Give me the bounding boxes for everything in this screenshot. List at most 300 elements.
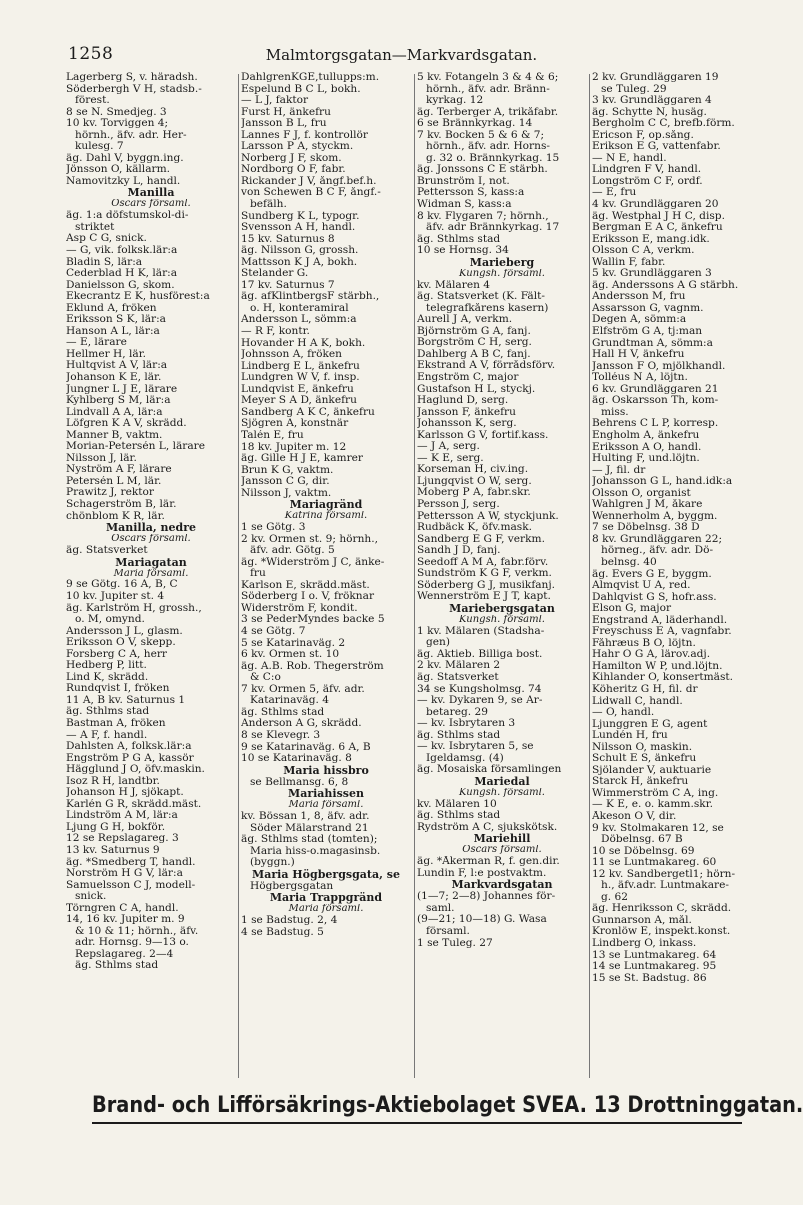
directory-entry: Bladin S, lär:a (66, 256, 143, 268)
directory-entry: Ljunggren E G, agent (592, 718, 708, 730)
directory-entry: Brun K G, vaktm. (241, 464, 334, 476)
directory-entry: Jansson C G, dir. (241, 476, 330, 488)
directory-entry: Engström C, major (417, 372, 519, 383)
directory-entry: 7 se Döbelnsg. 38 D (592, 522, 700, 534)
directory-entry: Sundström K G F, verkm. (417, 568, 552, 580)
directory-entry: Forsberg C A, herr (66, 648, 167, 660)
directory-entry: 10 kv. Torviggen 4; (66, 118, 169, 130)
directory-entry: 1 se Badstug. 2, 4 (241, 915, 338, 927)
directory-entry: — kv. Isbrytaren 5, se (417, 741, 534, 753)
directory-entry: äg. Henriksson C, skrädd. (592, 903, 732, 915)
entry-continuation: (byggn.) (250, 857, 295, 869)
directory-entry: Löfgren K A V, skrädd. (66, 418, 187, 430)
directory-entry: äg. *Widerström J C, änke- (241, 556, 385, 568)
street-heading: Markvardsgatan (451, 879, 553, 892)
directory-entry: 5 kv. Fotangeln 3 & 4 & 6; (417, 72, 559, 83)
directory-entry: Nyström A F, lärare (66, 464, 172, 476)
street-heading: Mariedal (474, 775, 530, 788)
directory-entry: Almqvist U A, red. (592, 580, 691, 592)
directory-entry: Prawitz J, rektor (66, 487, 154, 499)
entry-continuation: h., äfv.adr. Luntmakare- (601, 880, 729, 892)
directory-entry: Norström H G V, lär:a (66, 868, 183, 880)
directory-entry: Johansson G L, hand.idk:a (592, 476, 733, 488)
entry-continuation: hörnh., äfv. adr. Her- (75, 129, 187, 141)
directory-entry: Sandh J D, fanj. (417, 545, 501, 557)
directory-entry: Widerström F, kondit. (241, 602, 358, 614)
directory-entry: äg. Statsverket (417, 672, 499, 683)
directory-entry: 12 kv. Sandbergetl1; hörn- (592, 868, 736, 880)
directory-entry: äg. Gille H J E, kamrer (241, 453, 363, 465)
directory-entry: Olsson O, organist (592, 487, 691, 499)
directory-entry: Lindström A M, lär:a (66, 810, 178, 822)
entry-continuation: befälh. (250, 199, 287, 211)
entry-continuation: hörneg., äfv. adr. Dö- (601, 545, 714, 557)
directory-entry: 2 kv. Ormen st. 9; hörnh., (241, 533, 378, 545)
directory-entry: Gustafson H L, styckj. (417, 383, 536, 395)
directory-entry: Anderson A G, skrädd. (241, 718, 362, 730)
directory-entry: Hellmer H, lär. (66, 348, 146, 360)
directory-entry: Hamilton W P, und.löjtn. (592, 660, 723, 672)
entry-continuation: äfv. adr Brännkyrkag. 17 (426, 222, 560, 234)
directory-entry: Rickander J V, ångf.bef.h. (241, 175, 377, 187)
directory-entry: Haglund D, serg. (417, 395, 509, 407)
directory-entry: DahlgrenKGE,tullupps:m. (241, 72, 380, 83)
advertisement-underline (92, 1122, 742, 1124)
directory-entry: Andersson J L, glasm. (66, 625, 183, 637)
directory-entry: Isoz R H, landtbr. (66, 775, 160, 787)
directory-entry: Jansson F O, mjölkhandl. (592, 360, 726, 372)
directory-entry: 4 se Götg. 7 (241, 626, 306, 638)
directory-entry: 6 kv. Grundläggaren 21 (592, 383, 719, 395)
directory-entry: Rundqvist I, fröken (66, 683, 170, 695)
directory-entry: 10 se Hornsg. 34 (417, 245, 509, 257)
advertisement-text: Brand- och Lifförsäkrings-Aktiebolaget SVEA. 13 Drottninggatan. (92, 1093, 803, 1118)
directory-entry: Rudbäck K, öfv.mask. (417, 522, 533, 534)
directory-entry: Erikson E G, vattenfabr. (592, 141, 721, 153)
directory-entry: Eklund A, fröken (66, 302, 157, 314)
street-heading: Manilla (127, 187, 175, 200)
directory-entry: Wennerholm A, byggm. (592, 510, 718, 522)
parish-label: Katrina församl. (284, 511, 368, 522)
directory-entry: chönblom K R, lär. (66, 510, 165, 522)
directory-entry: Lundén H, fru (592, 730, 668, 742)
street-heading: Maria Högbergsgata, se (252, 868, 400, 881)
directory-entry: — A F, f. handl. (66, 729, 148, 741)
directory-entry: Danielsson G, skom. (66, 279, 175, 291)
column-2 (241, 72, 411, 1082)
column-3 (417, 72, 587, 1082)
directory-entry: 13 se Luntmakareg. 64 (592, 949, 717, 961)
directory-entry: Bastman A, fröken (66, 717, 166, 729)
directory-entry: äg. Sthlms stad (tomten); (241, 834, 378, 846)
directory-entry: Eriksson E, mang.idk. (592, 233, 710, 245)
directory-entry: — L J, faktor (241, 95, 309, 107)
entry-continuation: saml. (426, 902, 455, 914)
directory-entry: 9 kv. Stolmakaren 12, se (592, 822, 724, 834)
directory-entry: Gunnarson A, mål. (592, 914, 692, 926)
directory-entry: 1 kv. Mälaren (Stadsha- (417, 625, 545, 637)
directory-entry: Sjölander V, auktuarie (592, 764, 712, 776)
directory-entry: Ljung G H, bokför. (66, 821, 166, 833)
directory-entry: 13 kv. Saturnus 9 (66, 844, 160, 856)
directory-entry: Sundberg K L, typogr. (241, 210, 360, 222)
directory-entry: 10 se Katarinaväg. 8 (241, 753, 352, 765)
page-number: 1258 (68, 44, 114, 64)
street-heading: Mariahissen (288, 788, 364, 801)
directory-entry: 9 se Katarinaväg. 6 A, B (241, 741, 371, 753)
directory-entry: Åkeson O V, dir. (592, 811, 677, 822)
directory-entry: kv. Mälaren 4 (417, 279, 491, 291)
directory-entry: 15 se St. Badstug. 86 (592, 972, 707, 984)
street-heading: Marieberg (469, 256, 535, 269)
directory-entry: Petersén L M, lär. (66, 475, 162, 487)
directory-entry: Johanson H J, sjökapt. (66, 787, 184, 799)
directory-entry: Hultqvist A V, lär:a (66, 360, 168, 372)
directory-entry: 6 se Brännkyrkag. 14 (417, 118, 533, 130)
entry-continuation: äfv. adr. Götg. 5 (250, 545, 335, 557)
directory-entry: Stelander G. (241, 268, 309, 280)
directory-entry: — E, lärare (66, 337, 127, 349)
directory-entry: 10 se Döbelnsg. 69 (592, 845, 695, 857)
directory-entry: Lagerberg S, v. häradsh. (66, 72, 198, 83)
parish-label: Maria församl. (113, 568, 189, 579)
directory-entry: Bergman E A C, änkefru (592, 222, 723, 234)
directory-entry: Kihlander O, konsertmäst. (592, 672, 734, 684)
entry-continuation: & 10 & 11; hörnh., äfv. (75, 925, 199, 937)
directory-entry: Ekecrantz E K, husförest:a (66, 291, 210, 303)
directory-entry: 11 A, B kv. Saturnus 1 (66, 694, 186, 706)
directory-entry: Nilsson O, maskin. (592, 741, 693, 753)
directory-entry: Johnsson A, fröken (241, 349, 342, 361)
directory-entry: — K E, serg. (417, 452, 484, 464)
directory-entry: äg. Statsverket (66, 544, 148, 556)
entry-continuation: belnsg. 40 (601, 556, 657, 568)
parish-label: Kungsh. församl. (459, 787, 545, 798)
directory-entry: äg. Sthlms stad (417, 729, 501, 741)
directory-entry: 14 se Luntmakareg. 95 (592, 961, 717, 973)
column-divider (414, 74, 415, 1078)
directory-entry: Widman S, kass:a (417, 199, 512, 211)
directory-entry: äg. Statsverket (K. Fält- (417, 291, 545, 303)
street-heading: Maria hissbro (283, 764, 369, 777)
directory-entry: Schagerström B, lär. (66, 499, 177, 511)
directory-entry: Aurell J A, verkm. (417, 314, 513, 326)
entry-continuation: Söder Mälarstrand 21 (250, 822, 369, 834)
entry-continuation: Igeldamsg. (4) (426, 752, 504, 764)
directory-entry: 8 kv. Grundläggaren 22; (592, 533, 723, 545)
svea-advertisement (92, 1093, 803, 1135)
directory-entry: Cederblad H K, lär:a (66, 268, 178, 280)
directory-entry: 3 se PederMyndes backe 5 (241, 614, 385, 626)
directory-entry: äg. Jonssons C E stärbh. (417, 164, 548, 176)
directory-entry: Eriksson A O, handl. (592, 441, 702, 453)
directory-entry: Johanson K E, lär. (66, 372, 162, 383)
directory-entry: Pettersson A W, styckjunk. (417, 510, 559, 522)
directory-entry: Söderbergh V H, stadsb.- (66, 83, 202, 95)
entry-continuation: kyrkag. 12 (426, 95, 484, 107)
directory-entry: 34 se Kungsholmsg. 74 (417, 683, 542, 695)
directory-entry: 12 se Repslagareg. 3 (66, 833, 179, 845)
directory-entry: — kv. Dykaren 9, se Ar- (417, 695, 543, 707)
directory-entry: 1 se Tuleg. 27 (417, 937, 493, 949)
directory-entry: Jansson F, änkefru (417, 406, 516, 418)
directory-entry: Svensson A H, handl. (241, 222, 356, 234)
directory-entry: — R F, kontr. (241, 326, 310, 338)
directory-entry: Sjögren A, konstnär (241, 418, 349, 430)
entry-continuation: äg. Sthlms stad (75, 960, 159, 972)
directory-entry: äg. 1:a döfstumskol-di- (66, 210, 189, 222)
entry-continuation: striktet (75, 221, 115, 233)
directory-entry: Furst H, änkefru (241, 106, 331, 118)
directory-entry: Andersson L, sömm:a (241, 314, 357, 326)
directory-entry: Lind K, skrädd. (66, 671, 149, 683)
directory-entry: Lundqvist E, änkefru (241, 383, 354, 395)
directory-entry: Norberg J F, skom. (241, 152, 342, 164)
parish-label: Kungsh. församl. (459, 268, 545, 279)
directory-entry: Grundtman A, sömm:a (592, 337, 713, 349)
entry-continuation: förest. (75, 95, 110, 107)
directory-entry: 3 kv. Grundläggaren 4 (592, 95, 712, 107)
directory-entry: Korseman H, civ.ing. (417, 464, 529, 476)
directory-entry: — K E, e. o. kamm.skr. (592, 799, 713, 811)
directory-entry: Hovander H A K, bokh. (241, 337, 366, 349)
directory-entry: Persson J, serg. (417, 499, 500, 511)
directory-entry: 4 se Badstug. 5 (241, 926, 324, 938)
directory-entry: Ekstrand A V, förrådsförv. (417, 360, 556, 372)
directory-entry: Hahr O G A, lärov.adj. (592, 649, 711, 661)
directory-entry: Ericson F, op.sång. (592, 129, 694, 141)
directory-entry: Söderberg G J, musikfanj. (417, 579, 556, 591)
directory-entry: 17 kv. Saturnus 7 (241, 279, 335, 291)
directory-entry: äg. Sthlms stad (66, 706, 150, 718)
directory-entry: Samuelsson C J, modell- (66, 879, 196, 891)
directory-entry: Olsson C A, verkm. (592, 245, 695, 257)
directory-entry: Engstrand A, läderhandl. (592, 614, 728, 626)
directory-entry: äg. Anderssons A G stärbh. (592, 279, 739, 291)
column-divider (238, 74, 239, 1078)
directory-entry: — E, fru (592, 187, 637, 199)
directory-entry: Brunström I, not. (417, 175, 510, 187)
directory-entry: Lannes F J, f. kontrollör (241, 129, 368, 141)
directory-entry: Borgström C H, serg. (417, 337, 532, 349)
directory-entry: Hanson A L, lär:a (66, 325, 160, 337)
directory-entry: Dahlberg A B C, fanj. (417, 348, 531, 360)
directory-entry: Wallin F, fabr. (592, 256, 666, 268)
directory-entry: äg. Evers G E, byggm. (592, 568, 712, 580)
directory-entry: (1—7; 2—8) Johannes för- (417, 891, 556, 903)
directory-entry: Wimmerström C A, ing. (592, 787, 719, 799)
directory-entry: Starck H, änkefru (592, 776, 689, 788)
directory-entry: Elson G, major (592, 603, 672, 615)
directory-entry: 4 kv. Grundläggaren 20 (592, 199, 719, 211)
street-heading: Manilla, nedre (105, 522, 197, 535)
parish-label: Maria församl. (288, 904, 364, 915)
directory-entry: Sandberg A K C, änkefru (241, 406, 375, 418)
directory-entry: 18 kv. Jupiter m. 12 (241, 441, 347, 453)
directory-entry: Assarsson G, vagnm. (592, 302, 704, 314)
entry-continuation: o. H, konteramiral (250, 302, 349, 314)
directory-entry: Dahlsten A, folksk.lär:a (66, 741, 192, 753)
directory-entry: Engström P G A, kassör (66, 752, 194, 764)
street-heading: Mariebergsgatan (449, 602, 555, 615)
parish-label: Oscars församl. (462, 845, 542, 856)
directory-entry: Lundin F, l:e postvaktm. (417, 867, 547, 879)
directory-entry: Karlson E, skrädd.mäst. (241, 579, 370, 591)
directory-entry: Mattsson K J A, bokh. (241, 256, 358, 268)
entry-continuation: fru (250, 568, 266, 580)
directory-entry: Freyschuss E A, vagnfabr. (592, 626, 732, 638)
column-divider (589, 74, 590, 1078)
directory-entry: äg. afKlintbergsF stärbh., (241, 291, 380, 303)
directory-entry: Moberg P A, fabr.skr. (417, 487, 531, 499)
directory-entry: 2 kv. Mälaren 2 (417, 660, 501, 672)
directory-entry: Fåhræus B O, löjtn. (592, 637, 696, 649)
directory-entry: äg. Terberger A, trikåfabr. (417, 106, 559, 118)
directory-entry: 7 kv. Bocken 5 & 6 & 7; (417, 129, 545, 141)
directory-entry: — O, handl. (592, 707, 655, 719)
page-header (0, 44, 803, 66)
directory-entry: Hulting F, und.löjtn. (592, 453, 700, 465)
directory-entry: äg. Oskarsson Th, kom- (592, 395, 719, 407)
directory-entry: 14, 16 kv. Jupiter m. 9 (66, 914, 185, 926)
directory-entry: (9—21; 10—18) G. Wasa (417, 914, 547, 926)
directory-entry: Talén E, fru (241, 429, 304, 441)
directory-entry: Kronlöw E, inspekt.konst. (592, 926, 731, 938)
directory-entry: 15 kv. Saturnus 8 (241, 233, 335, 245)
entry-continuation: Maria hiss-o.magasinsb. (250, 845, 381, 857)
directory-entry: Köheritz G H, fil. dr (592, 683, 698, 695)
directory-entry: äg. Westphal J H C, disp. (592, 210, 725, 222)
directory-entry: äg. Nilsson G, grossh. (241, 245, 359, 257)
entry-continuation: Högbergsgatan (250, 880, 334, 892)
directory-entry: 6 kv. Ormen st. 10 (241, 649, 340, 661)
parish-label: Maria församl. (288, 800, 364, 811)
directory-entry: 11 se Luntmakareg. 60 (592, 857, 717, 869)
directory-entry: Bergholm C C, brefb.förm. (592, 118, 735, 130)
directory-entry: Hedberg P, litt. (66, 660, 147, 672)
entry-continuation: Repslagareg. 2—4 (75, 948, 174, 960)
entry-continuation: kulesg. 7 (75, 141, 124, 153)
entry-continuation: se Tuleg. 29 (601, 83, 667, 95)
entry-continuation: g. 62 (601, 891, 628, 903)
directory-entry: Longström C F, ordf. (592, 175, 703, 187)
directory-entry: äg. A.B. Rob. Thegerström (241, 660, 384, 672)
directory-entry: — kv. Isbrytaren 3 (417, 718, 516, 730)
directory-entry: Eriksson S K, lär:a (66, 314, 166, 326)
directory-entry: äg. Sthlms stad (241, 706, 325, 718)
directory-entry: 7 kv. Ormen 5, äfv. adr. (241, 683, 365, 695)
directory-entry: äg. Karlström H, grossh., (66, 602, 202, 614)
directory-entry: Espelund B C L, bokh. (241, 83, 361, 95)
directory-entry: äg. Sthlms stad (417, 233, 501, 245)
entry-continuation: betareg. 29 (426, 706, 488, 718)
directory-entry: Hall H V, änkefru (592, 349, 685, 361)
parish-label: Kungsh. församl. (459, 614, 545, 625)
directory-entry: kv. Bössan 1, 8, äfv. adr. (241, 811, 370, 822)
directory-entry: Tolléus N A, löjtn. (592, 372, 688, 384)
directory-entry: von Schewen B C F, ångf.- (241, 187, 381, 199)
column-1 (66, 72, 236, 1082)
directory-entry: Dahlqvist G S, hofr.ass. (592, 591, 717, 603)
street-heading: Mariagränd (289, 499, 363, 512)
directory-entry: Larsson P A, styckm. (241, 141, 354, 153)
directory-entry: 10 kv. Jupiter st. 4 (66, 590, 165, 602)
street-heading: Maria Trappgränd (269, 892, 383, 905)
column-4 (592, 72, 764, 1082)
directory-entry: 8 se N. Smedjeg. 3 (66, 106, 167, 118)
entry-continuation: hörnh., äfv. adr. Horns- (426, 141, 550, 153)
directory-entry: Jansson B L, fru (241, 118, 327, 130)
entry-continuation: & C:o (250, 672, 281, 684)
directory-entry: 9 se Götg. 16 A, B, C (66, 579, 178, 591)
directory-entry: Lindberg O, inkass. (592, 938, 697, 950)
parish-label: Oscars församl. (111, 534, 191, 545)
entry-continuation: se Bellmansg. 6, 8 (250, 776, 349, 788)
directory-entry: Ljungqvist O W, serg. (417, 475, 532, 487)
directory-entry: Morian-Petersén L, lärare (66, 441, 205, 453)
entry-continuation: miss. (601, 406, 629, 418)
entry-continuation: Katarinaväg. 4 (250, 695, 329, 707)
running-head: Malmtorgsgatan—Markvardsgatan. (265, 46, 538, 64)
directory-entry: Degen A, sömm:a (592, 314, 687, 326)
directory-entry: Pettersson S, kass:a (417, 187, 525, 199)
directory-entry: Söderberg I o. V, fröknar (241, 591, 375, 603)
directory-entry: Nilsson J, vaktm. (241, 487, 332, 499)
directory-entry: Jönsson O, källarm. (66, 164, 170, 176)
directory-entry: 8 se Klevegr. 3 (241, 729, 321, 741)
directory-entry: — N E, handl. (592, 152, 667, 164)
directory-entry: kv. Mälaren 10 (417, 798, 497, 810)
directory-entry: Wennerström E J T, kapt. (417, 591, 551, 603)
directory-entry: äg. *Åkerman R, f. gen.dir. (417, 856, 560, 868)
directory-entry: Behrens C L P, korresp. (592, 418, 719, 430)
entry-continuation: gen) (426, 637, 451, 649)
directory-entry: 2 kv. Grundläggaren 19 (592, 72, 719, 83)
directory-entry: — J A, serg. (417, 441, 480, 453)
directory-entry: äg. Dahl V, byggn.ing. (66, 152, 184, 164)
directory-entry: Wahlgren J M, åkare (592, 499, 703, 511)
directory-entry: Lindberg E L, änkefru (241, 360, 360, 372)
directory-entry: — G, vik. folksk.lär:a (66, 244, 178, 256)
directory-entry: Björnström G A, fanj. (417, 325, 531, 337)
directory-entry: Seedoff A M A, fabr.förv. (417, 556, 549, 568)
directory-columns (66, 72, 764, 1082)
entry-continuation: Döbelnsg. 67 B (601, 834, 683, 846)
directory-entry: Andersson M, fru (592, 291, 686, 303)
directory-entry: Kyhlberg S M, lär:a (66, 395, 171, 407)
directory-entry: Nilsson J, lär. (66, 452, 137, 464)
directory-entry: äg. Aktieb. Billiga bost. (417, 648, 543, 660)
directory-entry: Lindgren F V, handl. (592, 164, 702, 176)
directory-entry: Schult E S, änkefru (592, 753, 697, 765)
directory-entry: Engholm A, änkefru (592, 429, 700, 441)
directory-entry: Karlsson G V, fortif.kass. (417, 429, 549, 441)
directory-entry: Asp C G, snick. (66, 233, 147, 245)
directory-entry: äg. Sthlms stad (417, 810, 501, 822)
directory-entry: — J, fil. dr (592, 464, 646, 476)
directory-entry: Sandberg E G F, verkm. (417, 533, 545, 545)
entry-continuation: telegrafkårens kasern) (426, 302, 549, 314)
directory-entry: Nordborg O F, fabr. (241, 164, 346, 176)
directory-entry: Johansson K, serg. (417, 418, 517, 430)
directory-entry: Hägglund J O, öfv.maskin. (66, 764, 205, 776)
directory-entry: Namovitzky L, handl. (66, 175, 181, 187)
entry-continuation: snick. (75, 891, 107, 903)
directory-entry: äg. *Smedberg T, handl. (66, 856, 196, 868)
entry-continuation: adr. Hornsg. 9—13 o. (75, 937, 189, 949)
directory-entry: Elfström G A, tj:man (592, 326, 703, 338)
street-heading: Mariagatan (115, 556, 187, 569)
